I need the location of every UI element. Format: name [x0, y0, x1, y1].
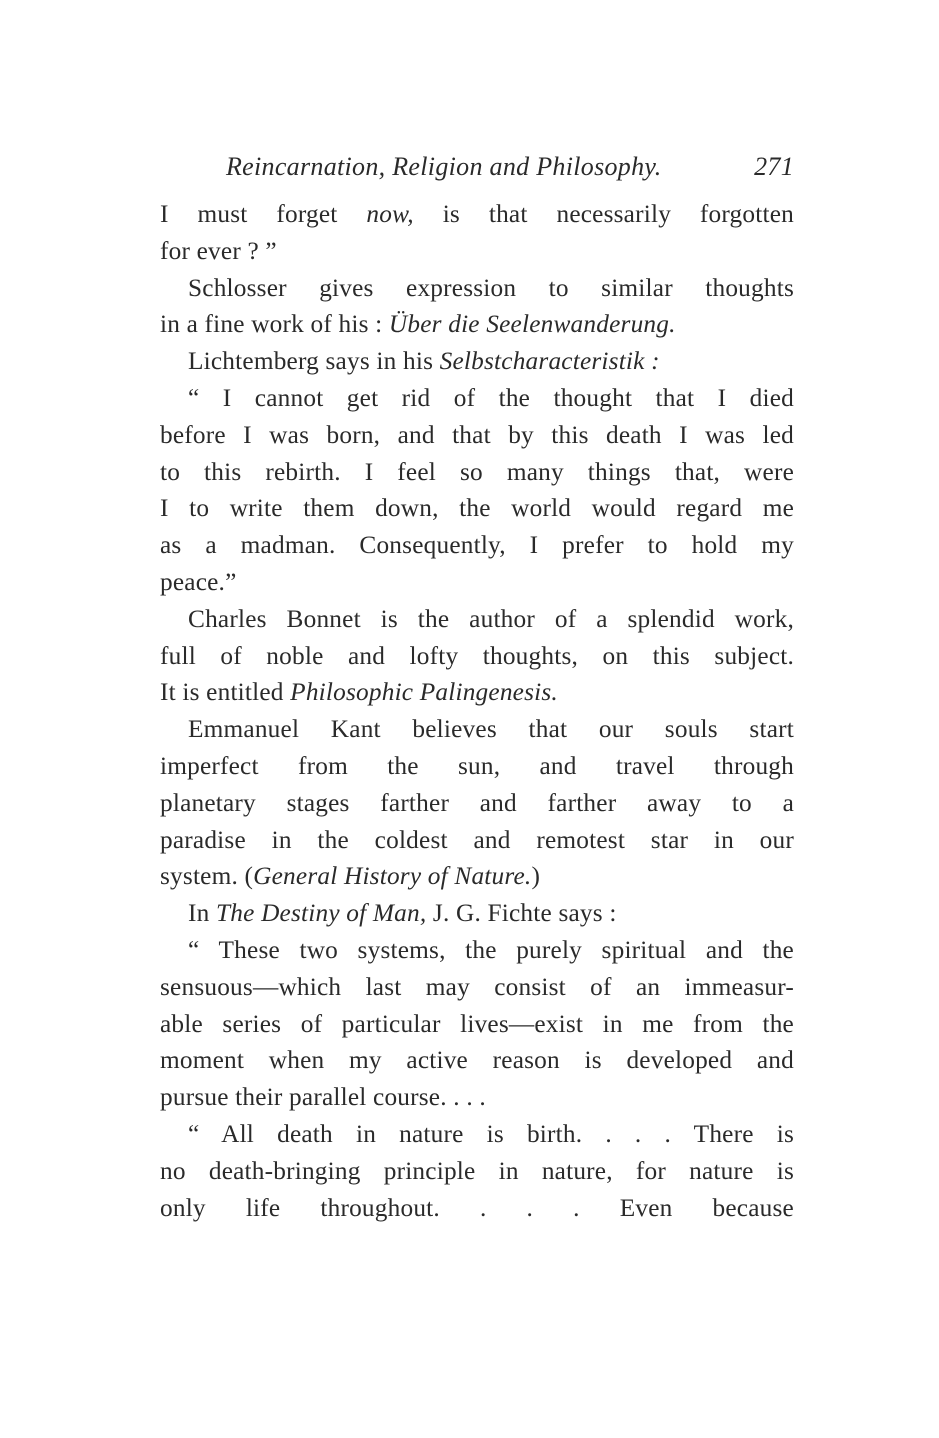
text-run: is that necessarily forgotten [413, 200, 794, 228]
text-line [160, 306, 794, 343]
italic-run: Philosophic Palingenesis. [290, 678, 558, 707]
text-run: sensuous—which last may consist of an immeasur- [160, 972, 794, 1001]
text-run: full of noble and lofty thoughts, on this subject. [160, 641, 794, 670]
text-run: imperfect from the sun, and travel through [160, 751, 794, 780]
text-line [160, 969, 794, 1006]
running-head [160, 152, 794, 196]
text-line [160, 1006, 794, 1043]
text-line [160, 380, 794, 417]
paragraph [160, 343, 794, 380]
paragraph [160, 895, 794, 932]
text-line [160, 490, 794, 527]
text-run: only life throughout. . . . Even because [160, 1193, 794, 1222]
text-line [160, 601, 794, 638]
text-line [160, 1042, 794, 1079]
text-line [160, 1116, 794, 1153]
text-run: in a fine work of his : [160, 310, 389, 339]
text-run: for ever ? ” [160, 236, 277, 265]
text-run: moment when my active reason is developed and [160, 1046, 794, 1075]
text-line [160, 932, 794, 969]
text-run: peace.” [160, 567, 237, 596]
paragraph [160, 196, 794, 270]
text-run: pursue their parallel course. . . . [160, 1083, 486, 1112]
text-run: I to write them down, the world would regard me [160, 494, 794, 523]
text-line [160, 785, 794, 822]
text-line [160, 895, 794, 932]
text-line [160, 1190, 794, 1227]
paragraph [160, 711, 794, 895]
italic-run: Über die Seelenwanderung. [388, 310, 676, 339]
text-line [160, 711, 794, 748]
text-run: no death-bringing principle in nature, for nature is [160, 1156, 794, 1185]
text-line [160, 858, 794, 895]
text-run: “ These two systems, the purely spiritual and the [188, 935, 794, 964]
text-run: able series of particular lives—exist in me from the [160, 1009, 794, 1038]
text-run: I must forget [160, 200, 367, 228]
text-line [160, 270, 794, 307]
paragraph [160, 932, 794, 1116]
text-run: as a madman. Consequently, I prefer to hold my [160, 531, 794, 560]
text-line [160, 343, 794, 380]
paragraph [160, 270, 794, 344]
italic-run: The Destiny of Man, [216, 899, 427, 928]
text-run: It is entitled [160, 678, 291, 707]
text-line [160, 196, 794, 233]
text-line [160, 822, 794, 859]
text-line [160, 1153, 794, 1190]
text-run: Emmanuel Kant believes that our souls start [188, 715, 794, 744]
text-line [160, 1079, 794, 1116]
italic-run: Selbstcharacteristik : [439, 347, 660, 376]
text-line [160, 454, 794, 491]
paragraph [160, 380, 794, 601]
text-run: paradise in the coldest and remotest star in our [160, 825, 794, 854]
text-line [160, 674, 794, 711]
text-line [160, 417, 794, 454]
text-run: J. G. Fichte says : [426, 899, 617, 928]
text-run: to this rebirth. I feel so many things that, were [160, 457, 794, 486]
paragraph [160, 601, 794, 711]
text-run: before I was born, and that by this death I was led [160, 420, 794, 449]
italic-run: General History of Nature. [253, 862, 532, 891]
italic-run: now, [366, 200, 414, 228]
body-text [160, 196, 794, 1226]
text-run: Schlosser gives expression to similar thoughts [188, 273, 794, 302]
text-run: “ I cannot get rid of the thought that I died [188, 383, 794, 412]
text-run: system. ( [160, 862, 254, 891]
text-line [160, 564, 794, 601]
text-line [160, 638, 794, 675]
text-run: ) [531, 862, 541, 891]
page-number: 271 [754, 152, 794, 181]
running-title: Reincarnation, Religion and Philosophy. [226, 152, 662, 181]
text-run: In [188, 899, 216, 928]
text-run: planetary stages farther and farther away to a [160, 788, 794, 817]
text-run: Lichtemberg says in his [188, 347, 440, 376]
text-line [160, 748, 794, 785]
text-run: “ All death in nature is birth. . . . There is [188, 1119, 794, 1148]
text-line [160, 233, 794, 270]
text-line [160, 527, 794, 564]
paragraph [160, 1116, 794, 1226]
text-run: Charles Bonnet is the author of a splendid work, [188, 604, 794, 633]
book-page [160, 152, 794, 1226]
